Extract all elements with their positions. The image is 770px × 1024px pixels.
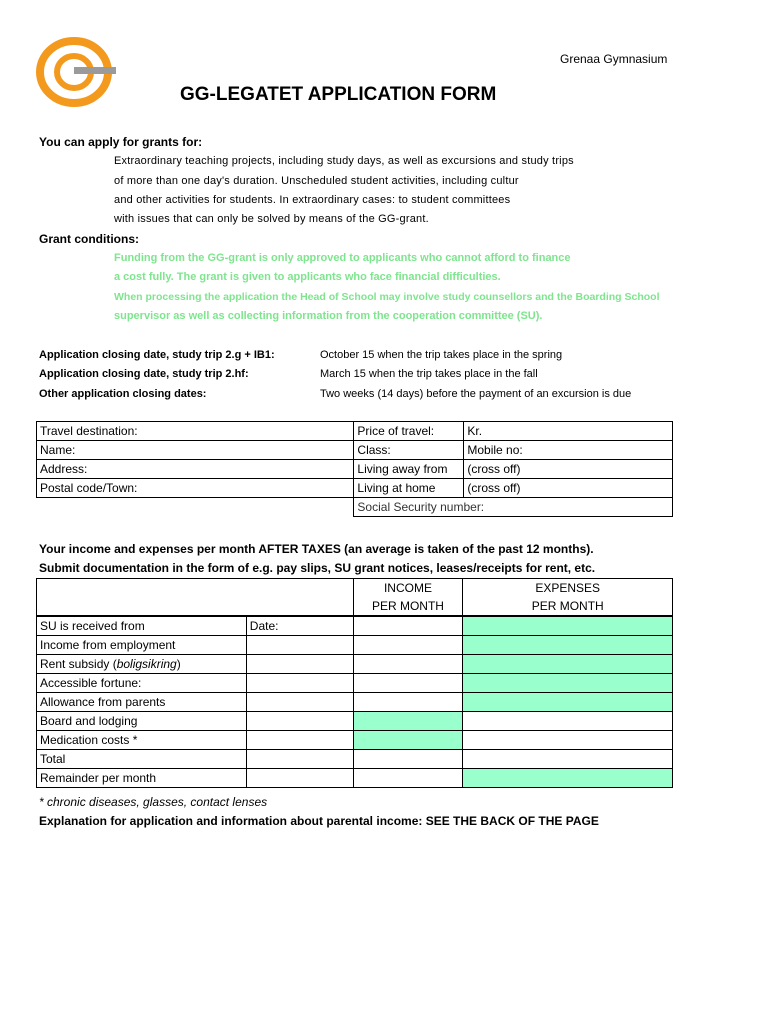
closing-label: Application closing date, study trip 2.hf: [39, 368, 249, 380]
blank-cell[interactable] [246, 636, 353, 655]
name-field[interactable]: Name: [37, 441, 354, 460]
ssn-field[interactable]: Social Security number: [354, 498, 673, 517]
row-label: Total [37, 750, 247, 769]
form-title: GG-LEGATET APPLICATION FORM [180, 84, 497, 105]
income-subheading: Submit documentation in the form of e.g. pay slips, SU grant notices, leases/receipts for rent, etc. [39, 561, 596, 575]
living-away-checkbox[interactable]: (cross off) [464, 460, 673, 479]
income-cell[interactable] [353, 712, 463, 731]
income-col-subheader: PER MONTH [353, 597, 463, 616]
condition-line: a cost fully. The grant is given to applicants who face financial difficulties. [114, 271, 501, 283]
table-row [37, 441, 673, 460]
table-row [37, 655, 673, 674]
su-received-label: SU is received from [37, 616, 247, 636]
expense-cell[interactable] [463, 693, 673, 712]
row-label: Rent subsidy (boligsikring) [37, 655, 247, 674]
table-row [37, 498, 673, 517]
condition-line: When processing the application the Head of School may involve study counsellors and the Boarding School [114, 291, 660, 303]
conditions-heading: Grant conditions: [39, 232, 139, 246]
blank-cell[interactable] [246, 674, 353, 693]
date-field[interactable]: Date: [246, 616, 353, 636]
condition-line: Funding from the GG-grant is only approved to applicants who cannot afford to finance [114, 252, 571, 264]
postal-code-field[interactable]: Postal code/Town: [37, 479, 354, 498]
apply-line: with issues that can only be solved by means of the GG-grant. [114, 213, 429, 225]
apply-line: of more than one day's duration. Unscheduled student activities, including cultur [114, 175, 519, 187]
table-row [37, 731, 673, 750]
table-row [37, 712, 673, 731]
apply-line: and other activities for students. In extraordinary cases: to student committees [114, 194, 511, 206]
condition-line: supervisor as well as collecting information from the cooperation committee (SU). [114, 310, 543, 322]
table-row [37, 460, 673, 479]
income-cell[interactable] [353, 750, 463, 769]
income-cell[interactable] [353, 616, 463, 636]
footnote: * chronic diseases, glasses, contact lenses [39, 795, 268, 809]
income-cell[interactable] [353, 674, 463, 693]
table-row [37, 769, 673, 788]
income-cell[interactable] [353, 731, 463, 750]
living-home-checkbox[interactable]: (cross off) [464, 479, 673, 498]
closing-value: October 15 when the trip takes place in the spring [320, 349, 563, 361]
row-label: Medication costs * [37, 731, 247, 750]
apply-line: Extraordinary teaching projects, including study days, as well as excursions and study trips [114, 155, 574, 167]
blank-cell[interactable] [246, 731, 353, 750]
income-heading: Your income and expenses per month AFTER TAXES (an average is taken of the past 12 months). [39, 542, 594, 556]
class-field[interactable]: Class: [354, 441, 464, 460]
income-table [36, 578, 673, 788]
expense-cell[interactable] [463, 636, 673, 655]
closing-label: Application closing date, study trip 2.g + IB1: [39, 349, 275, 361]
table-header-row [37, 579, 673, 598]
price-of-travel-label: Price of travel: [354, 422, 464, 441]
personal-info-table [36, 421, 673, 517]
mobile-field[interactable]: Mobile no: [464, 441, 673, 460]
income-cell[interactable] [353, 769, 463, 788]
expense-cell[interactable] [463, 731, 673, 750]
living-away-label: Living away from [354, 460, 464, 479]
table-row [37, 674, 673, 693]
row-label: Income from employment [37, 636, 247, 655]
expense-cell[interactable] [463, 674, 673, 693]
table-row [37, 479, 673, 498]
explanation-note: Explanation for application and information about parental income: SEE THE BACK OF THE PAGE [39, 814, 599, 828]
table-row [37, 422, 673, 441]
table-row [37, 693, 673, 712]
table-row [37, 616, 673, 636]
income-cell[interactable] [353, 636, 463, 655]
apply-heading: You can apply for grants for: [39, 135, 203, 149]
income-cell[interactable] [353, 655, 463, 674]
row-label: Allowance from parents [37, 693, 247, 712]
income-col-header: INCOME [353, 579, 463, 598]
living-home-label: Living at home [354, 479, 464, 498]
blank-cell[interactable] [246, 712, 353, 731]
row-label: Accessible fortune: [37, 674, 247, 693]
closing-value: Two weeks (14 days) before the payment of an excursion is due [320, 388, 632, 400]
school-name: Grenaa Gymnasium [560, 52, 668, 66]
expense-cell[interactable] [463, 769, 673, 788]
expenses-col-header: EXPENSES [463, 579, 673, 598]
table-header-row [37, 597, 673, 616]
travel-destination-field[interactable]: Travel destination: [37, 422, 354, 441]
school-logo [36, 36, 118, 108]
expense-cell[interactable] [463, 655, 673, 674]
blank-cell[interactable] [246, 655, 353, 674]
closing-label: Other application closing dates: [39, 388, 207, 400]
expenses-col-subheader: PER MONTH [463, 597, 673, 616]
table-row [37, 636, 673, 655]
expense-cell[interactable] [463, 750, 673, 769]
closing-value: March 15 when the trip takes place in the fall [320, 368, 538, 380]
row-label: Board and lodging [37, 712, 247, 731]
blank-cell[interactable] [246, 750, 353, 769]
row-label: Remainder per month [37, 769, 247, 788]
income-cell[interactable] [353, 693, 463, 712]
blank-cell[interactable] [246, 769, 353, 788]
price-field[interactable]: Kr. [464, 422, 673, 441]
expense-cell[interactable] [463, 616, 673, 636]
blank-cell[interactable] [246, 693, 353, 712]
expense-cell[interactable] [463, 712, 673, 731]
table-row [37, 750, 673, 769]
address-field[interactable]: Address: [37, 460, 354, 479]
